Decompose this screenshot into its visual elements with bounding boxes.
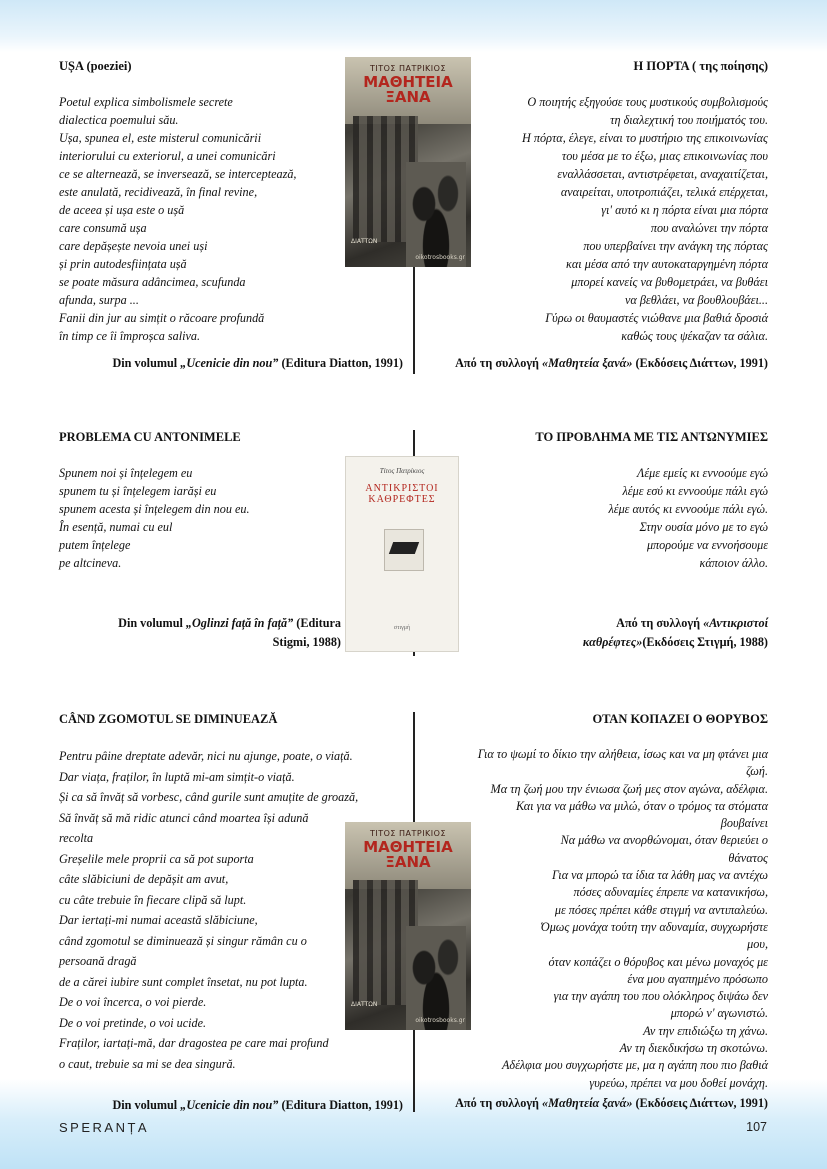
cover-emblem-icon — [384, 529, 424, 571]
poem-line: Greșelile mele proprii ca să pot suporta — [59, 851, 254, 866]
cover-watermark: oikotrosbooks.gr — [415, 254, 465, 261]
cover-title-line: ΜΑΘΗΤΕΙΑ — [363, 838, 453, 856]
poem-line: για την αγάπη του που ολόκληρος διψάω δεν — [553, 989, 768, 1004]
poem-line: este anulată, recidivează, în final revine, — [59, 185, 258, 199]
poem-line: cu câte trebuie în fiecare clipă să lupt. — [59, 892, 247, 907]
poem-line: με πόσες πρέπει κάθε στιγμή να αντιπαλεύω. — [554, 902, 768, 917]
poem-body — [425, 93, 768, 345]
poem-line: Και για να μάθω να μιλώ, όταν ο τρόμος τα στόματα — [516, 798, 768, 813]
source-book-title: „Ucenicie din nou” — [180, 356, 279, 370]
poem-line: De o voi încerca, o voi pierde. — [59, 995, 207, 1009]
cover-publisher: στιγμή — [393, 625, 411, 631]
poem-line: o caut, trebuie sa mi se dea singură. — [59, 1056, 236, 1071]
poem-line: Στην ουσία μόνο με το εγώ — [639, 520, 768, 534]
poem-line: Όμως μονάχα τούτη την αδυναμία, συγχωρήστε — [540, 919, 768, 934]
poem-line: να βεθλάει, να βουθλουβάει... — [624, 293, 768, 307]
poem2-greek-source — [470, 614, 768, 652]
poem-line: și prin autodesființata ușă — [59, 257, 187, 271]
poem-line: θάνατος — [728, 850, 768, 865]
poem-line: που υπερβαίνει την ανάγκη της πόρτας — [583, 239, 768, 253]
poem-line: καθώς τους ψέκαζαν τα σάλια. — [621, 329, 768, 343]
cover-watermark: oikotrosbooks.gr — [415, 1017, 465, 1024]
poem-line: όταν κοπάζει ο θόρυβος και μένω μοναχός με — [548, 954, 768, 969]
poem-title: Η ΠΟΡΤΑ ( της ποίησης) — [633, 59, 768, 73]
source-suffix: (Editura Diatton, 1991) — [278, 356, 403, 370]
source-suffix: (Εκδόσεις Διάττων, 1991) — [632, 1096, 768, 1110]
poem-line: Αδέλφια μου συγχωρήστε με, μα η αγάπη που πιο βαθιά — [501, 1058, 768, 1073]
poem-line: μπορούμε να εννοήσουμε — [646, 538, 768, 552]
cover-title-line: ΜΑΘΗΤΕΙΑ — [363, 73, 453, 91]
poem-title: ΤΟ ΠΡΟΒΛΗΜΑ ΜΕ ΤΙΣ ΑΝΤΩΝΥΜΙΕΣ — [535, 430, 768, 444]
cover-author: ΤΙΤΟΣ ΠΑΤΡΙΚΙΟΣ — [369, 64, 447, 73]
poem-line: μου, — [747, 937, 768, 952]
source-suffix: (Εκδόσεις Στιγμή, 1988) — [642, 635, 768, 649]
poem-line: recolta — [59, 831, 94, 845]
poem-line: Αν την επιδιώξω τη χάνω. — [643, 1023, 768, 1038]
poem-line: care depășește nevoia unei uși — [59, 239, 208, 253]
poem2-greek — [470, 429, 768, 572]
poem-line: εναλλάσσεται, αντιστρέφεται, αναχαιτίζεται, — [557, 167, 768, 181]
poem-line: Αν τη διεκδικήσω τη σκοτώνω. — [619, 1041, 768, 1056]
poem-line: Για το ψωμί το δίκιο την αλήθεια, ίσως και να μη φτάνει μια — [477, 747, 768, 761]
poem-line: αναιρείται, υποτροπιάζει, τελικά επέρχεται, — [560, 185, 768, 199]
poem-line: care consumă ușa — [59, 221, 147, 235]
poem1-romanian-source — [59, 354, 403, 373]
poem-line: τη διαλεχτική του ποιήματός του. — [610, 113, 768, 127]
poem-title: PROBLEMA CU ANTONIMELE — [59, 430, 241, 444]
poem-line: afunda, surpa ... — [59, 293, 139, 307]
poem-line: câte slăbiciuni de depășit am avut, — [59, 872, 229, 886]
source-suffix: (Editura — [293, 616, 341, 630]
source-prefix: Din volumul — [118, 616, 186, 630]
poem-line: κάποιον άλλο. — [699, 556, 768, 570]
source-prefix: Din volumul — [112, 1098, 181, 1112]
source-book-title: καθρέφτες» — [582, 635, 643, 649]
poem-line: Να μάθω να ανορθώνομαι, όταν θεριεύει ο — [560, 833, 768, 848]
poem-line: în timp ce îi împroșca saliva. — [59, 329, 201, 343]
poem-line: Μα τη ζωή μου την ένιωσα ζωή μες στον αγώνα, αδέλφια. — [490, 781, 768, 796]
poem-line: μπορώ ν' αγωνιστώ. — [670, 1006, 768, 1021]
poem-line: μπορεί κανείς να βυθομετράει, να βυθάει — [571, 275, 768, 289]
poem-line: γι' αυτό κι η πόρτα είναι μια πόρτα — [601, 203, 768, 217]
poem-line: Η πόρτα, έλεγε, είναι το μυστήριο της επικοινωνίας — [522, 131, 768, 145]
poem-line: Γύρω οι θαυμαστές νιώθανε μια βαθιά δροσιά — [545, 311, 768, 325]
cover-title — [346, 483, 458, 505]
poem-line: Să învăț să mă ridic atunci când moartea își adună — [59, 810, 309, 825]
top-band — [0, 0, 827, 52]
poem2-romanian-source — [59, 614, 341, 652]
poem-line: putem înțelege — [59, 538, 131, 552]
source-prefix: Από τη συλλογή — [455, 356, 543, 370]
poem-title: UȘA (poeziei) — [59, 59, 132, 73]
poem-line: Dar iertați-mi numai această slăbiciune, — [59, 913, 258, 927]
poem-line: ce se alternează, se inversează, se interceptează, — [59, 167, 297, 181]
poem-title: ΟΤΑΝ ΚΟΠΑΖΕΙ Ο ΘΟΡΥΒΟΣ — [592, 712, 768, 726]
source-book-title: «Αντικριστοί — [703, 616, 768, 630]
cover-publisher: ΔΙΑΤΤΩΝ — [351, 1001, 378, 1008]
poem-line: γυρεύω, πρέπει να μου δοθεί μονάχη. — [589, 1075, 768, 1090]
poem-line: λέμε αυτός κι εννοούμε πάλι εγώ. — [608, 502, 768, 516]
poem-line: Ușa, spunea el, este misterul comunicării — [59, 131, 262, 145]
poem-body — [470, 464, 768, 572]
poem-line: Ο ποιητής εξηγούσε τους μυστικούς συμβολισμούς — [527, 95, 768, 109]
poem-line: Și ca să învăț să vorbesc, când gurile sunt amuțite de groază, — [59, 790, 359, 804]
source-line: Stigmi, 1988) — [272, 635, 341, 649]
source-book-title: «Μαθητεία ξανά» — [542, 1096, 633, 1110]
poem-line: και μέσα από την αυτοκαταργημένη πόρτα — [566, 257, 768, 271]
poem-line: când zgomotul se diminuează și singur rămân cu o — [59, 933, 307, 948]
poem-line: Λέμε εμείς κι εννοούμε εγώ — [637, 466, 768, 480]
source-line — [470, 614, 768, 633]
poem-line: de aceea și ușa este o ușă — [59, 203, 185, 217]
poem-body — [59, 464, 349, 572]
cover-author: Τίτος Πατρίκιος — [379, 467, 425, 475]
poem-line: λέμε εσύ κι εννοούμε πάλι εγώ — [622, 484, 768, 498]
poem-line: Pentru pâine dreptate adevăr, nici nu ajunge, poate, o viață. — [59, 749, 353, 763]
poem-line: de a cărei iubire sunt complet însetat, nu pot lupta. — [59, 974, 308, 989]
poem1-greek-source — [420, 354, 768, 373]
poem-line: βουβαίνει — [720, 816, 768, 831]
poem-line: πόσες αδυναμίες έπρεπε να κατανικήσω, — [573, 885, 768, 900]
poem-line: Spunem noi și înțelegem eu — [59, 466, 193, 480]
poem3-greek — [430, 711, 768, 1092]
cover-publisher: ΔΙΑΤΤΩΝ — [351, 238, 378, 245]
source-line — [470, 633, 768, 652]
poem-line: του μέσα με το έξω, μιας επικοινωνίας που — [561, 149, 768, 163]
source-prefix: Από τη συλλογή — [616, 616, 704, 630]
cover-title-line: ΑΝΤΙΚΡΙΣΤΟΙ — [365, 483, 439, 494]
poem-line: Poetul explica simbolismele secrete — [59, 95, 233, 109]
poem2-romanian — [59, 429, 349, 572]
cover-title-line: ΞΑΝΑ — [385, 853, 431, 871]
poem-line: se poate măsura adâncimea, scufunda — [59, 275, 246, 289]
poem-title: CÂND ZGOMOTUL SE DIMINUEAZĂ — [59, 712, 278, 726]
poem-line: Dar viața, fraților, în luptă mi-am simțit-o viață. — [59, 769, 295, 784]
poem1-romanian — [59, 58, 359, 345]
poem3-romanian — [59, 711, 389, 1074]
poem-line: που αναλώνει την πόρτα — [650, 221, 768, 235]
poem-line: Fanii din jur au simțit o răcoare profundă — [59, 311, 265, 325]
poem1-greek — [425, 58, 768, 345]
cover-title-line: ΞΑΝΑ — [385, 88, 431, 106]
source-suffix: (Editura Diatton, 1991) — [278, 1098, 403, 1112]
source-book-title: „Ucenicie din nou” — [180, 1098, 279, 1112]
poem-line: interiorului cu exteriorul, a unei comunicări — [59, 149, 276, 163]
poem3-romanian-source — [59, 1096, 403, 1115]
poem3-greek-source — [425, 1094, 768, 1113]
cover-author: ΤΙΤΟΣ ΠΑΤΡΙΚΙΟΣ — [369, 829, 447, 838]
poem-line: ζωή. — [746, 764, 768, 779]
poem-body — [59, 746, 389, 1074]
magazine-name: SPERANȚA — [59, 1120, 150, 1135]
poem-body — [59, 93, 359, 345]
source-prefix: Από τη συλλογή — [455, 1096, 543, 1110]
source-prefix: Din volumul — [112, 356, 181, 370]
source-line — [59, 614, 341, 633]
page-number: 107 — [746, 1120, 767, 1134]
poem-line: De o voi pretinde, o voi ucide. — [59, 1015, 207, 1030]
poem-line: persoană dragă — [59, 954, 137, 968]
source-book-title: «Μαθητεία ξανά» — [542, 356, 633, 370]
source-suffix: (Εκδόσεις Διάττων, 1991) — [632, 356, 768, 370]
cover-title-line: ΚΑΘΡΕΦΤΕΣ — [368, 494, 436, 505]
poem-body — [430, 746, 768, 1092]
poem-line: Για να μπορώ τα ίδια τα λάθη μας να αντέχω — [552, 868, 768, 883]
source-book-title: „Oglinzi față în față” — [185, 616, 294, 630]
poem-line: pe altcineva. — [59, 556, 122, 570]
book-cover-antikristoi-kathreftes — [345, 456, 459, 652]
poem-line: ένα μου αγαπημένο πρόσωπο — [627, 971, 768, 986]
poem-line: spunem tu și înțelegem iarăși eu — [59, 484, 217, 498]
poem-line: dialectica poemului său. — [59, 113, 179, 127]
poem-line: În esență, numai cu eul — [59, 520, 173, 534]
poem-line: Fraților, iartați-mă, dar dragostea pe care mai profund — [59, 1036, 329, 1050]
poem-line: spunem acesta și înțelegem din nou eu. — [59, 502, 250, 516]
